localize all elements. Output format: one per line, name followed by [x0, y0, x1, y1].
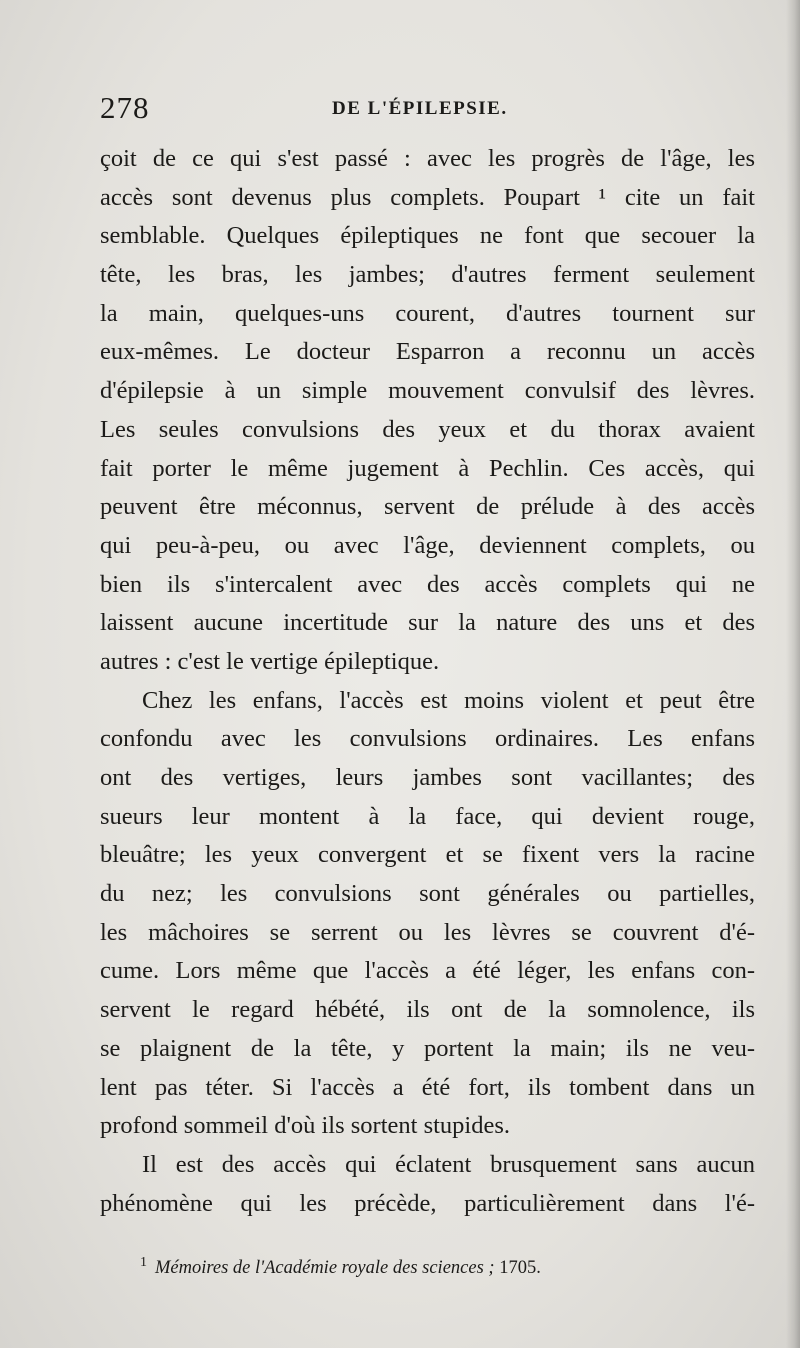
text-line: ont des vertiges, leurs jambes sont vacillantes; des	[100, 764, 755, 791]
paragraph-1	[100, 140, 755, 682]
running-head: DE L'ÉPILEPSIE.	[332, 98, 508, 119]
text-line: Les seules convulsions des yeux et du thorax avaient	[100, 415, 755, 443]
text-line: fait porter le même jugement à Pechlin. Ces accès, qui	[100, 454, 755, 482]
paragraph-3	[100, 1146, 755, 1223]
text-line: d'épilepsie à un simple mouvement convulsif des lèvres.	[100, 377, 755, 405]
text-line: autres : c'est le vertige épileptique.	[100, 647, 440, 675]
text-line: se plaignent de la tête, y portent la main; ils ne veu-	[100, 1034, 755, 1062]
text-line: profond sommeil d'où ils sortent stupides.	[100, 1112, 511, 1140]
text-line: peuvent être méconnus, servent de prélude à des accès	[100, 493, 755, 521]
text-line: qui peu-à-peu, ou avec l'âge, deviennent complets, ou	[100, 531, 755, 559]
footnote-year: 1705.	[499, 1258, 541, 1278]
text-line: phénomène qui les précède, particulièrement dans l'é-	[100, 1189, 755, 1217]
text-line: les mâchoires se serrent ou les lèvres se couvrent d'é-	[100, 918, 755, 946]
text-line: Chez les enfans, l'accès est moins violent et peut être	[142, 686, 755, 714]
text-line: sueurs leur montent à la face, qui devient rouge,	[100, 802, 755, 830]
footnote	[140, 1254, 640, 1282]
text-line: Il est des accès qui éclatent brusquement sans aucun	[142, 1150, 755, 1178]
text-line: eux-mêmes. Le docteur Esparron a reconnu un accès	[100, 338, 755, 366]
text-line: cume. Lors même que l'accès a été léger, les enfans con-	[100, 957, 755, 985]
text-line: çoit de ce qui s'est passé : avec les progrès de l'âge, les	[100, 145, 755, 172]
text-line: semblable. Quelques épileptiques ne font que secouer la	[100, 222, 755, 250]
text-line: la main, quelques-uns courent, d'autres tournent sur	[100, 299, 755, 327]
text-line: laissent aucune incertitude sur la nature des uns et des	[100, 609, 755, 637]
text-line: accès sont devenus plus complets. Poupart ¹ cite un fait	[100, 183, 755, 211]
text-line: tête, les bras, les jambes; d'autres ferment seulement	[100, 261, 755, 289]
page-edge-shadow	[786, 0, 800, 1348]
text-line: du nez; les convulsions sont générales ou partielles,	[100, 880, 755, 908]
page-header	[100, 88, 755, 128]
footnote-marker: 1	[140, 1254, 147, 1270]
text-line: servent le regard hébété, ils ont de la somnolence, ils	[100, 996, 755, 1024]
footnote-text: Mémoires de l'Académie royale des sciences ;	[155, 1258, 495, 1278]
page-number: 278	[100, 90, 150, 125]
text-line: lent pas téter. Si l'accès a été fort, ils tombent dans un	[100, 1073, 755, 1101]
text-line: bleuâtre; les yeux convergent et se fixent vers la racine	[100, 841, 755, 869]
text-line: confondu avec les convulsions ordinaires. Les enfans	[100, 725, 755, 753]
paragraph-2	[100, 682, 755, 1146]
text-line: bien ils s'intercalent avec des accès complets qui ne	[100, 570, 755, 598]
body-text	[100, 140, 755, 1223]
